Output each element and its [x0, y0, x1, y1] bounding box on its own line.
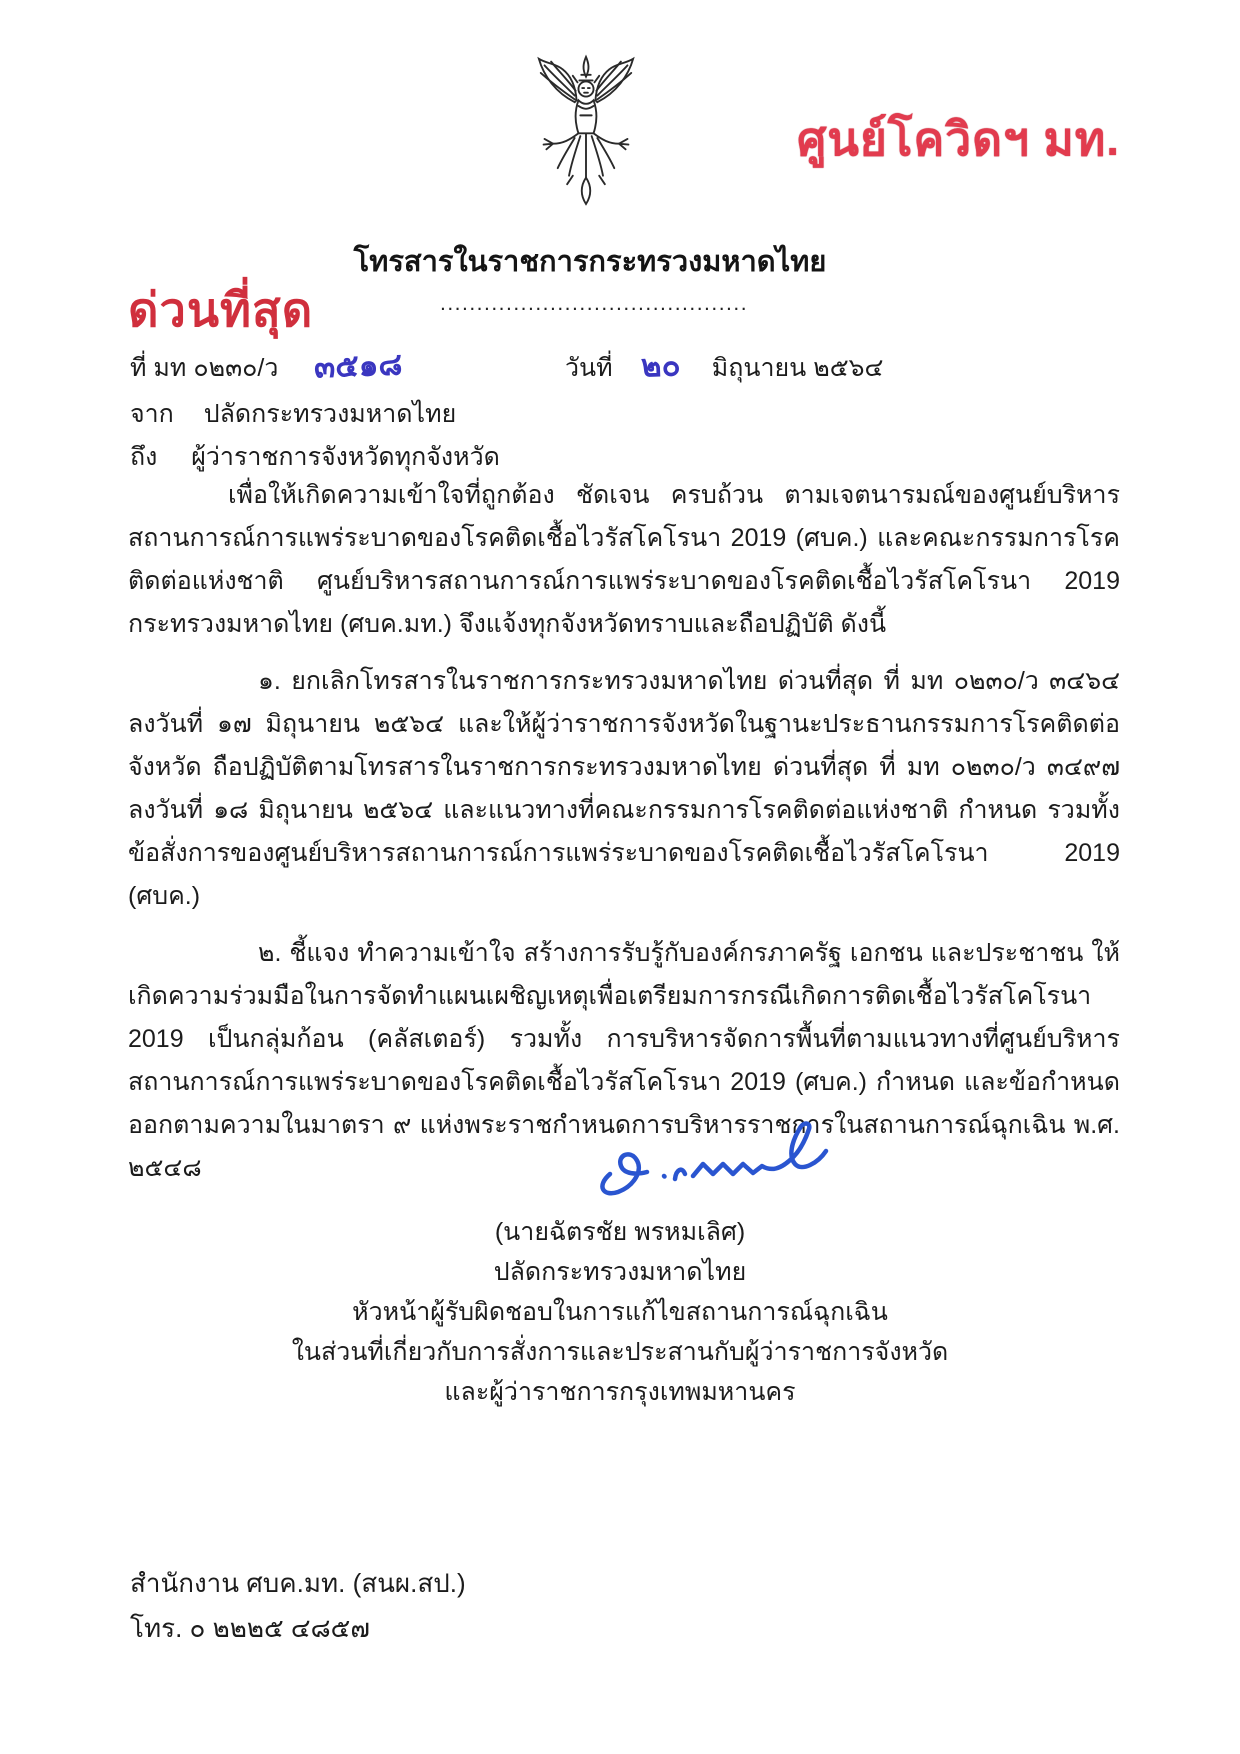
date-line — [565, 340, 883, 390]
to-value: ผู้ว่าราชการจังหวัดทุกจังหวัด — [191, 443, 500, 471]
paragraph-item-2: ๒. ชี้แจง ทำความเข้าใจ สร้างการรับรู้กับองค์กรภาครัฐ เอกชน และประชาชน ให้เกิดความร่วมมือในการจัดทำแผนเผชิญเหตุเพื่อเตรียมการกรณีเกิดการติดเชื้อไวรัสโคโรนา 2019 เป็นกลุ่มก้อน (คลัสเตอร์) รวมทั้ง การบริหารจัดการพื้นที่ตามแนวทางที่ศูนย์บริหารสถานการณ์การแพร่ระบาดของโรคติดเชื้อไวรัสโคโรนา 2019 (ศบค.) กำหนด และข้อกำหนดออกตามความในมาตรา ๙ แห่งพระราชกำหนดการบริหารราชการในสถานการณ์ฉุกเฉิน พ.ศ. ๒๕๔๘ — [128, 939, 1120, 1182]
ref-number-handwritten: ๓๕๑๘ — [313, 346, 404, 385]
signer-title-1: ปลัดกระทรวงมหาดไทย — [493, 1258, 747, 1286]
signer-title-3: ในส่วนที่เกี่ยวกับการสั่งการและประสานกับผู้ว่าราชการจังหวัด — [291, 1338, 949, 1366]
footer-phone: โทร. ๐ ๒๒๒๕ ๔๘๕๗ — [130, 1613, 370, 1643]
signer-block — [250, 1212, 990, 1412]
ref-label: ที่ มท ๐๒๓๐/ว — [130, 354, 279, 382]
document-body — [128, 474, 1120, 1204]
dotted-line: .......................................... — [440, 292, 749, 315]
signer-name: (นายฉัตรชัย พรหมเลิศ) — [494, 1218, 746, 1246]
to-label: ถึง — [130, 443, 158, 471]
date-label: วันที่ — [565, 354, 613, 382]
from-line — [130, 394, 456, 434]
garuda-emblem-icon — [520, 52, 652, 224]
ref-line — [130, 340, 403, 390]
paragraph-item-1: ๑. ยกเลิกโทรสารในราชการกระทรวงมหาดไทย ด่วนที่สุด ที่ มท ๐๒๓๐/ว ๓๔๖๔ ลงวันที่ ๑๗ มิถุนายน ๒๕๖๔ และให้ผู้ว่าราชการจังหวัดในฐานะประธานกรรมการโรคติดต่อจังหวัด ถือปฏิบัติตามโทรสารในราชการกระทรวงมหาดไทย ด่วนที่สุด ที่ มท ๐๒๓๐/ว ๓๔๙๗ ลงวันที่ ๑๘ มิถุนายน ๒๕๖๔ และแนวทางที่คณะกรรมการโรคติดต่อแห่งชาติ กำหนด รวมทั้งข้อสั่งการของศูนย์บริหารสถานการณ์การแพร่ระบาดของโรคติดเชื้อไวรัสโคโรนา 2019 (ศบค.) — [128, 667, 1120, 910]
paragraph-intro: เพื่อให้เกิดความเข้าใจที่ถูกต้อง ชัดเจน ครบถ้วน ตามเจตนารมณ์ของศูนย์บริหารสถานการณ์การแพร่ระบาดของโรคติดเชื้อไวรัสโคโรนา 2019 (ศบค.) และคณะกรรมการโรคติดต่อแห่งชาติ ศูนย์บริหารสถานการณ์การแพร่ระบาดของโรคติดเชื้อไวรัสโคโรนา 2019 กระทรวงมหาดไทย (ศบค.มท.) จึงแจ้งทุกจังหวัดทราบและถือปฏิบัติ ดังนี้ — [128, 481, 1120, 638]
urgency-stamp: ด่วนที่สุด — [128, 283, 314, 336]
covid-center-badge: ศูนย์โควิดฯ มท. — [797, 113, 1120, 165]
signer-title-4: และผู้ว่าราชการกรุงเทพมหานคร — [444, 1378, 796, 1406]
from-label: จาก — [130, 400, 174, 428]
document-title: โทรสารในราชการกระทรวงมหาดไทย — [353, 246, 827, 278]
date-day-handwritten: ๒๐ — [639, 347, 681, 384]
from-value: ปลัดกระทรวงมหาดไทย — [203, 400, 457, 428]
footer-office: สำนักงาน ศบค.มท. (สนผ.สป.) — [130, 1568, 466, 1598]
signer-title-2: หัวหน้าผู้รับผิดชอบในการแก้ไขสถานการณ์ฉุกเฉิน — [352, 1298, 888, 1326]
to-line — [130, 437, 500, 477]
signature-icon — [575, 1112, 845, 1212]
date-month-year: มิถุนายน ๒๕๖๔ — [711, 354, 884, 382]
